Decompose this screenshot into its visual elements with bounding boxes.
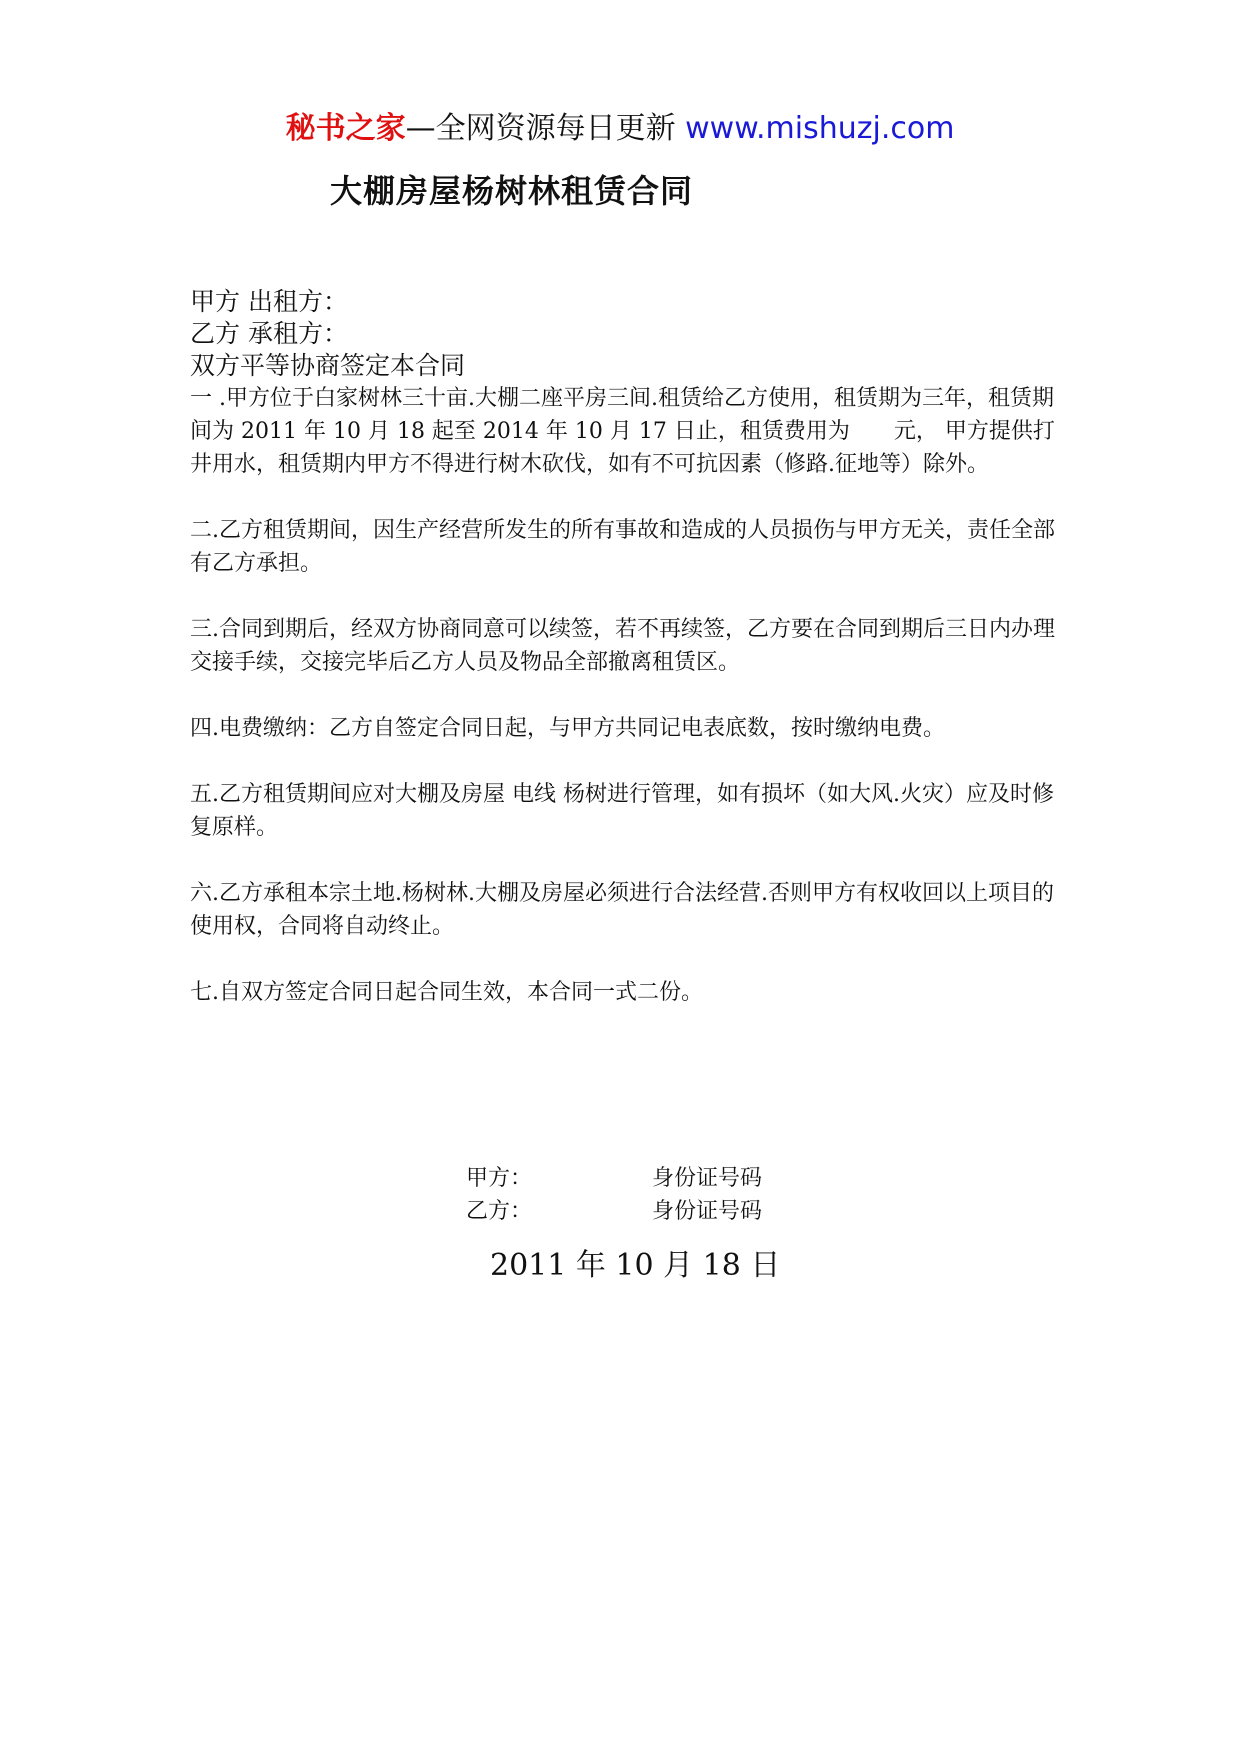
clause-4: 四.电费缴纳：乙方自签定合同日起，与甲方共同记电表底数，按时缴纳电费。 (190, 716, 945, 741)
site-url-link[interactable]: www.mishuzj.com (685, 111, 955, 146)
contract-date: 2011 年 10 月 18 日 (490, 1248, 781, 1283)
party-b-line: 乙方 承租方： (190, 319, 348, 348)
site-tagline: —全网资源每日更新 (405, 111, 686, 146)
clause-6: 六.乙方承租本宗土地.杨树林.大棚及房屋必须进行合法经营.否则甲方有权收回以上项目的使用权，合同将自动终止。 (190, 881, 1054, 939)
intro-line: 双方平等协商签定本合同 (190, 351, 466, 380)
party-b-id-label: 身份证号码 (652, 1199, 763, 1224)
contract-body (190, 286, 1070, 1009)
party-a-signature-row (466, 1162, 762, 1195)
clause-2: 二.乙方租赁期间，因生产经营所发生的所有事故和造成的人员损伤与甲方无关，责任全部有乙方承担。 (190, 518, 1055, 576)
clause-7: 七.自双方签定合同日起合同生效，本合同一式二份。 (190, 980, 703, 1005)
clause-5: 五.乙方租赁期间应对大棚及房屋 电线 杨树进行管理，如有损坏（如大风.火灾）应及时修复原样。 (190, 782, 1054, 840)
clause-1: 一 .甲方位于白家树林三十亩.大棚二座平房三间.租赁给乙方使用，租赁期为三年，租赁期间为 2011 年 10 月 18 起至 2014 年 10 月 17 日止，租赁费用为 元， 甲方提供打井用水，租赁期内甲方不得进行树木砍伐，如有不可抗因素（修路.征地等）除外。 (190, 386, 1055, 477)
document-title: 大棚房屋杨树林租赁合同 (330, 172, 694, 210)
party-a-id-label: 身份证号码 (652, 1166, 763, 1191)
signature-block (466, 1162, 762, 1228)
party-b-signature-label: 乙方： (466, 1199, 533, 1224)
clause-3: 三.合同到期后，经双方协商同意可以续签，若不再续签，乙方要在合同到期后三日内办理交接手续，交接完毕后乙方人员及物品全部撤离租赁区。 (190, 617, 1055, 675)
site-brand: 秘书之家 (285, 111, 406, 146)
site-header (0, 103, 1240, 147)
party-a-signature-label: 甲方： (466, 1166, 533, 1191)
party-b-signature-row (466, 1195, 762, 1228)
party-a-line: 甲方 出租方： (190, 287, 348, 316)
